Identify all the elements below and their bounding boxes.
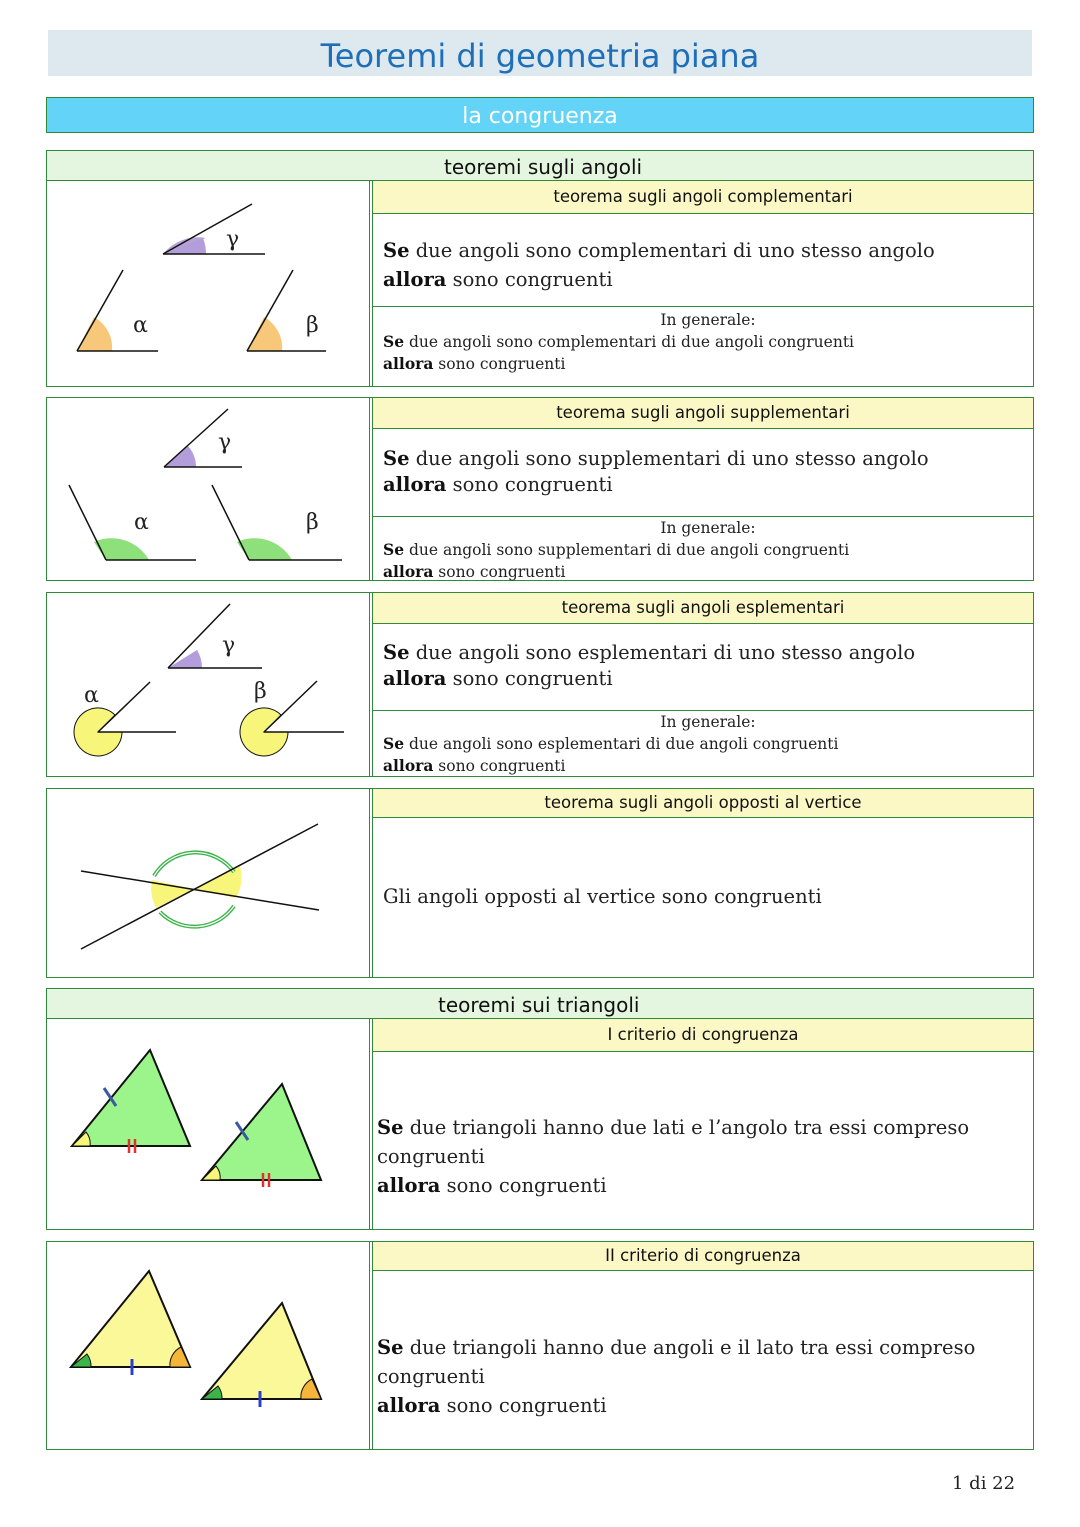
svg-text:β: β xyxy=(254,679,267,704)
theorem-title: teorema sugli angoli esplementari xyxy=(373,593,1033,624)
page-number: 1 di 22 xyxy=(952,1473,1016,1494)
theorem-title: teorema sugli angoli opposti al vertice xyxy=(373,789,1033,818)
subsection-title: teoremi sui triangoli xyxy=(438,993,640,1017)
sas-triangles-figure xyxy=(46,1018,368,1230)
theorem-statement: Se due angoli sono complementari di uno stesso angolo allora sono congruenti xyxy=(383,239,935,291)
beta-label: β xyxy=(306,313,319,338)
theorem-title: teorema sugli angoli complementari xyxy=(373,181,1033,214)
theorem-title: teorema sugli angoli supplementari xyxy=(373,398,1033,429)
theorem-title: II criterio di congruenza xyxy=(373,1242,1033,1271)
page-title: Teoremi di geometria piana xyxy=(320,37,760,75)
section-title: la congruenza xyxy=(462,104,618,129)
theorem-statement: Se due triangoli hanno due angoli e il lato tra essi compreso congruenti allora sono congruenti xyxy=(377,1336,976,1417)
svg-text:α: α xyxy=(134,510,149,535)
alpha-label: α xyxy=(133,313,148,338)
theorem-generalization: In generale: Se due angoli sono supplementari di due angoli congruenti allora sono congruenti xyxy=(383,519,850,581)
theorem-statement: Se due angoli sono esplementari di uno stesso angolo allora sono congruenti xyxy=(383,641,916,690)
theorem-statement: Se due angoli sono supplementari di uno stesso angolo allora sono congruenti xyxy=(383,447,929,496)
theorem-statement: Se due triangoli hanno due lati e l’angolo tra essi compreso congruenti allora sono congruenti xyxy=(377,1116,970,1197)
complementary-angles-figure xyxy=(46,180,368,387)
svg-text:γ: γ xyxy=(222,633,236,658)
gamma-label: γ xyxy=(226,227,240,252)
subsection-header-angles xyxy=(46,150,1034,181)
svg-text:α: α xyxy=(84,683,99,708)
theorem-statement: Gli angoli opposti al vertice sono congruenti xyxy=(383,885,822,908)
explementary-angles-figure xyxy=(46,592,368,777)
theorem-generalization: In generale: Se due angoli sono complementari di due angoli congruenti allora sono congruenti xyxy=(383,311,855,373)
svg-text:γ: γ xyxy=(218,430,232,455)
supplementary-angles-figure xyxy=(46,397,368,581)
vertical-angles-figure xyxy=(46,788,368,978)
asa-triangles-figure xyxy=(46,1241,368,1450)
subsection-title: teoremi sugli angoli xyxy=(444,155,643,179)
theorem-generalization: In generale: Se due angoli sono esplementari di due angoli congruenti allora sono congruenti xyxy=(383,713,839,775)
theorem-title: I criterio di congruenza xyxy=(373,1019,1033,1052)
subsection-header-triangles xyxy=(46,988,1034,1019)
section-header xyxy=(46,97,1034,133)
svg-text:β: β xyxy=(306,510,319,535)
